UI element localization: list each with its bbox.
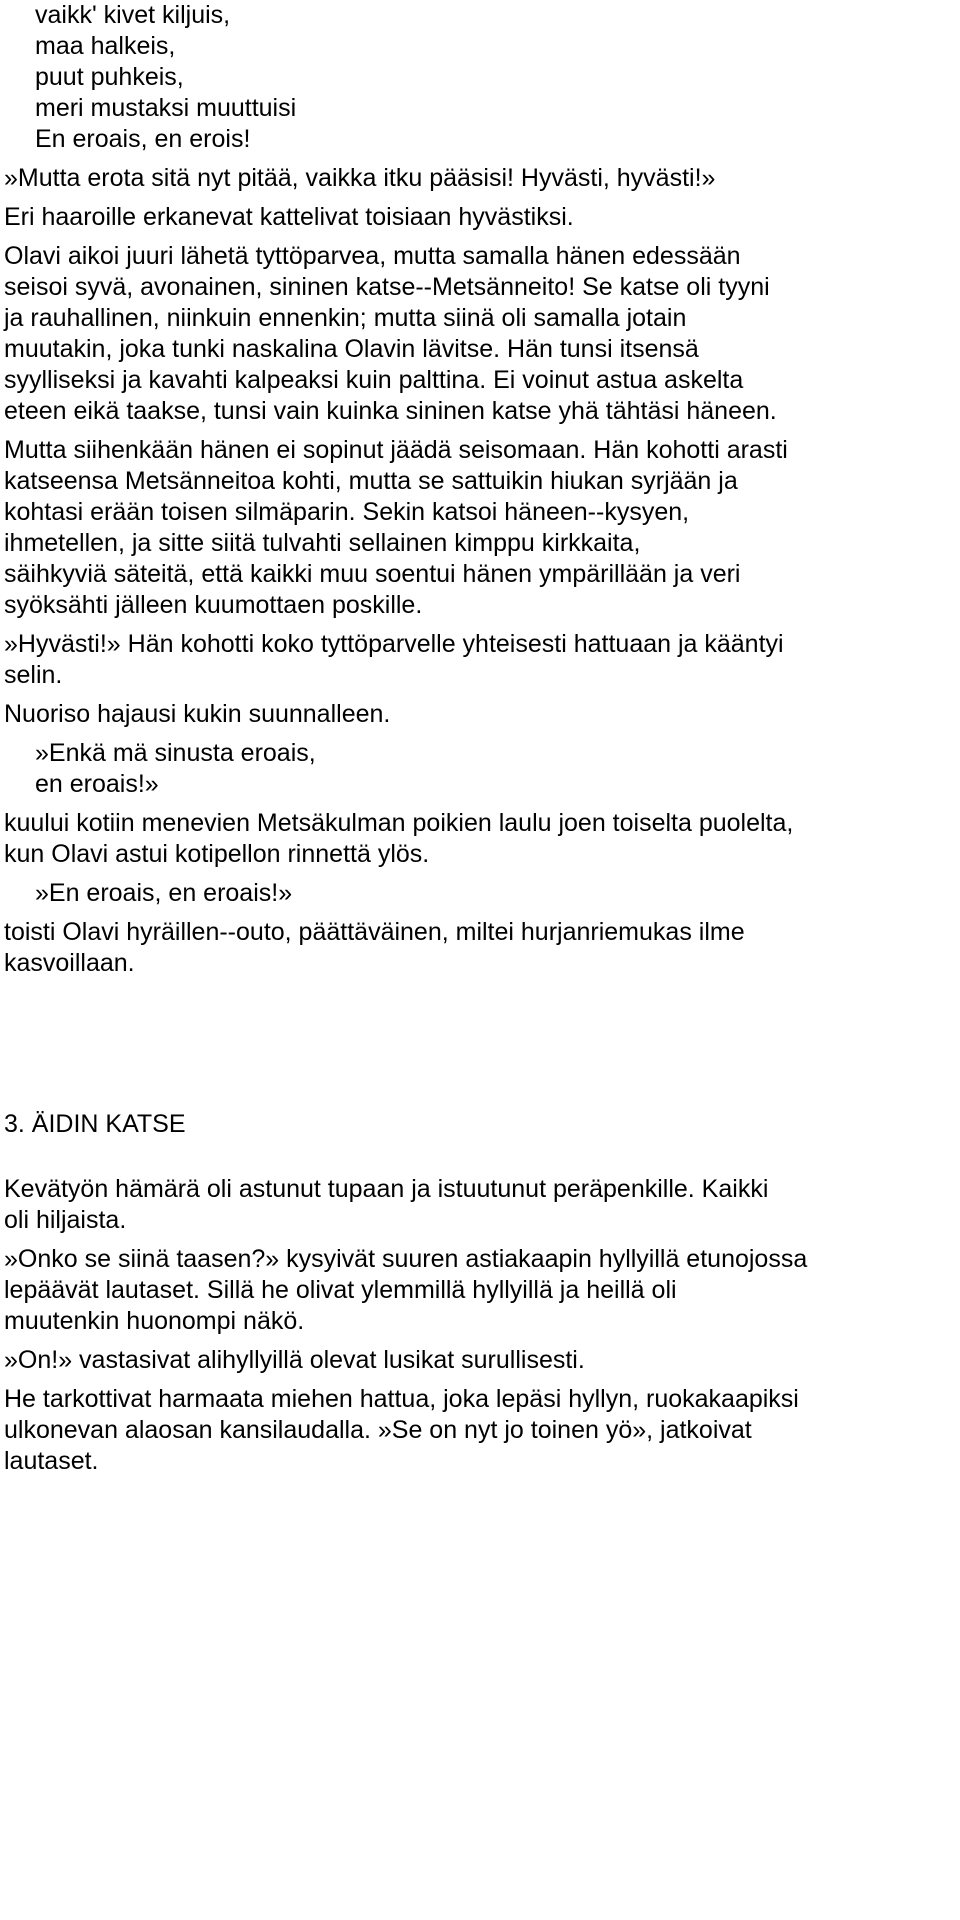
spacer	[4, 1140, 954, 1174]
text-line: kohtasi erään toisen silmäparin. Sekin katsoi häneen--kysyen,	[4, 498, 690, 526]
spacer	[4, 1376, 954, 1384]
paragraph-7	[4, 808, 954, 870]
spacer	[4, 979, 954, 1109]
paragraph-4	[4, 435, 954, 621]
text-line: ulkonevan alaosan kansilaudalla. »Se on nyt jo toinen yö», jatkoivat	[4, 1416, 752, 1444]
verse-line: »En eroais, en eroais!»	[35, 879, 293, 907]
text-line: lautaset.	[4, 1447, 99, 1475]
text-line: seisoi syvä, avonainen, sininen katse--Metsänneito! Se katse oli tyyni	[4, 273, 770, 301]
text-line: oli hiljaista.	[4, 1206, 127, 1234]
paragraph-1	[4, 163, 954, 194]
spacer	[4, 691, 954, 699]
verse-line: vaikk' kivet kiljuis,	[35, 1, 231, 29]
text-line: muutenkin huonompi näkö.	[4, 1307, 305, 1335]
spacer	[4, 870, 954, 878]
poem-stanza-1	[4, 0, 954, 155]
paragraph-10	[4, 1244, 954, 1337]
text-line: katseensa Metsänneitoa kohti, mutta se sattuikin hiukan syrjään ja	[4, 467, 738, 495]
spacer	[4, 1236, 954, 1244]
spacer	[4, 800, 954, 808]
paragraph-2	[4, 202, 954, 233]
text-line: Nuoriso hajausi kukin suunnalleen.	[4, 700, 391, 728]
verse-line: En eroais, en erois!	[35, 125, 251, 153]
text-line: selin.	[4, 661, 63, 689]
text-line: ja rauhallinen, niinkuin ennenkin; mutta siinä oli samalla jotain	[4, 304, 687, 332]
text-line: säihkyviä säteitä, että kaikki muu soentui hänen ympärillään ja veri	[4, 560, 741, 588]
text-line: »Hyvästi!» Hän kohotti koko tyttöparvelle yhteisesti hattuaan ja kääntyi	[4, 630, 784, 658]
paragraph-9	[4, 1174, 954, 1236]
paragraph-3	[4, 241, 954, 427]
text-line: lepäävät lautaset. Sillä he olivat ylemmillä hyllyillä ja heillä oli	[4, 1276, 677, 1304]
spacer	[4, 730, 954, 738]
poem-stanza-3	[4, 878, 954, 909]
verse-line: meri mustaksi muuttuisi	[35, 94, 297, 122]
chapter-heading: 3. ÄIDIN KATSE	[4, 1110, 186, 1138]
verse-line: en eroais!»	[35, 770, 159, 798]
spacer	[4, 233, 954, 241]
text-line: Kevätyön hämärä oli astunut tupaan ja istuutunut peräpenkille. Kaikki	[4, 1175, 769, 1203]
text-line: ihmetellen, ja sitte siitä tulvahti sellainen kimppu kirkkaita,	[4, 529, 641, 557]
paragraph-8	[4, 917, 954, 979]
text-line: kuului kotiin menevien Metsäkulman poikien laulu joen toiselta puolelta,	[4, 809, 794, 837]
paragraph-6	[4, 699, 954, 730]
text-line: kasvoillaan.	[4, 949, 135, 977]
paragraph-5	[4, 629, 954, 691]
verse-line: puut puhkeis,	[35, 63, 184, 91]
text-line: »Onko se siinä taasen?» kysyivät suuren astiakaapin hyllyillä etunojossa	[4, 1245, 808, 1273]
text-line: eteen eikä taakse, tunsi vain kuinka sininen katse yhä tähtäsi häneen.	[4, 397, 777, 425]
spacer	[4, 427, 954, 435]
verse-line: maa halkeis,	[35, 32, 176, 60]
text-line: »Mutta erota sitä nyt pitää, vaikka itku pääsisi! Hyvästi, hyvästi!»	[4, 164, 716, 192]
spacer	[4, 621, 954, 629]
text-line: He tarkottivat harmaata miehen hattua, joka lepäsi hyllyn, ruokakaapiksi	[4, 1385, 799, 1413]
text-line: Olavi aikoi juuri lähetä tyttöparvea, mutta samalla hänen edessään	[4, 242, 741, 270]
text-line: Eri haaroille erkanevat kattelivat toisiaan hyvästiksi.	[4, 203, 574, 231]
text-line: kun Olavi astui kotipellon rinnettä ylös.	[4, 840, 430, 868]
text-line: syöksähti jälleen kuumottaen poskille.	[4, 591, 423, 619]
text-line: toisti Olavi hyräillen--outo, päättäväinen, miltei hurjanriemukas ilme	[4, 918, 745, 946]
paragraph-12	[4, 1384, 954, 1477]
spacer	[4, 909, 954, 917]
paragraph-11	[4, 1345, 954, 1376]
document-page	[4, 0, 954, 1477]
poem-stanza-2	[4, 738, 954, 800]
text-line: »On!» vastasivat alihyllyillä olevat lusikat surullisesti.	[4, 1346, 585, 1374]
text-line: Mutta siihenkään hänen ei sopinut jäädä seisomaan. Hän kohotti arasti	[4, 436, 788, 464]
spacer	[4, 155, 954, 163]
text-line: muutakin, joka tunki naskalina Olavin lävitse. Hän tunsi itsensä	[4, 335, 699, 363]
spacer	[4, 194, 954, 202]
verse-line: »Enkä mä sinusta eroais,	[35, 739, 316, 767]
text-line: syylliseksi ja kavahti kalpeaksi kuin palttina. Ei voinut astua askelta	[4, 366, 744, 394]
spacer	[4, 1337, 954, 1345]
